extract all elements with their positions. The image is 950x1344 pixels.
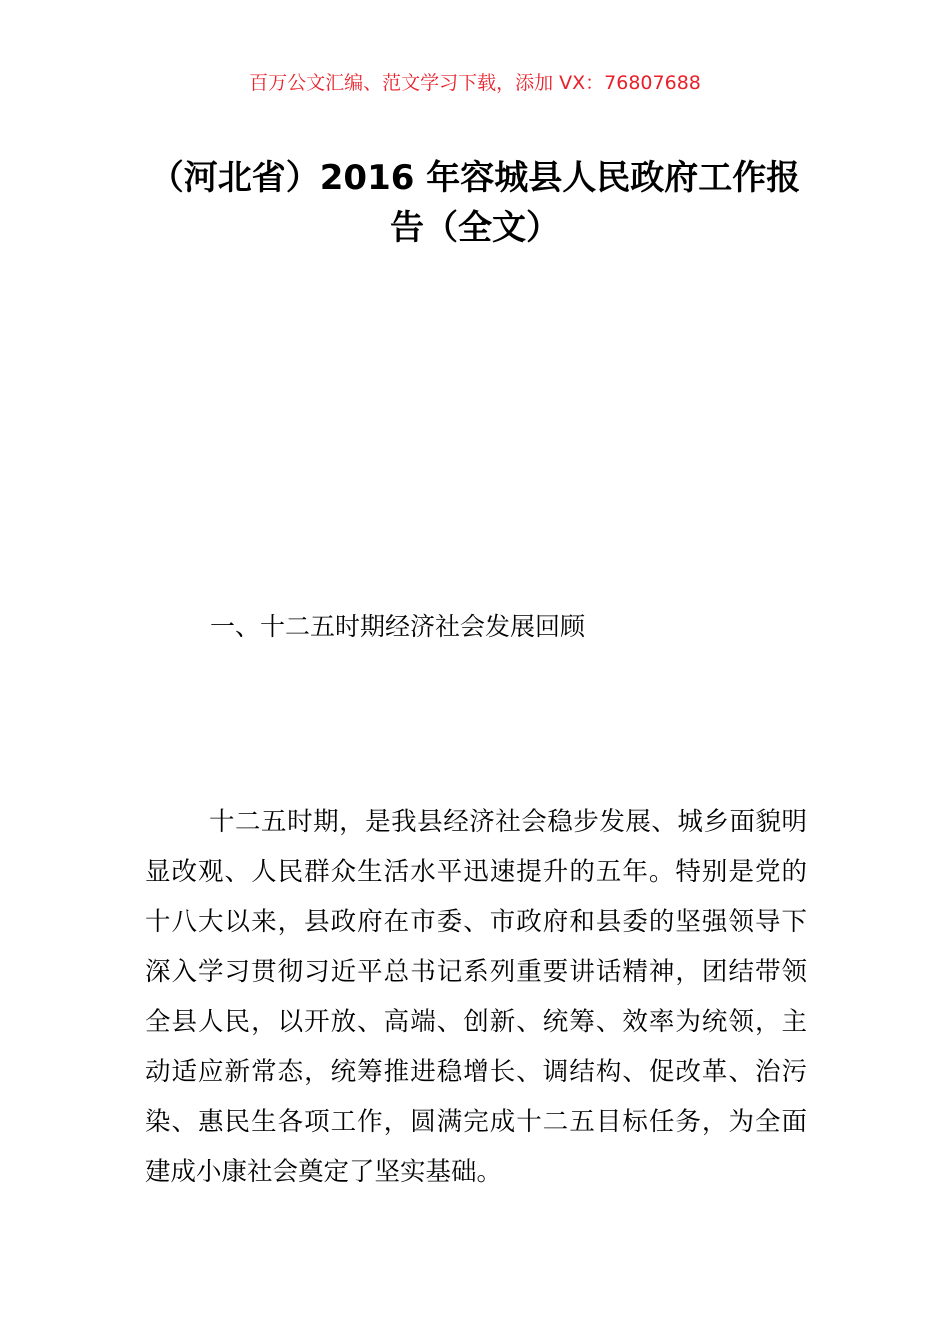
document-title-line-1: （河北省）2016 年容城县人民政府工作报 xyxy=(149,158,801,198)
section-heading: 一、十二五时期经济社会发展回顾 xyxy=(210,612,586,641)
paragraph-line: 建成小康社会奠定了坚实基础。 xyxy=(145,1157,503,1187)
watermark-header: 百万公文汇编、范文学习下载，添加 VX：76807688 xyxy=(249,72,701,94)
paragraph-line: 动适应新常态，统筹推进稳增长、调结构、促改革、治污 xyxy=(145,1057,807,1087)
document-title-line-2: 告（全文） xyxy=(390,208,560,248)
paragraph-line: 全县人民，以开放、高端、创新、统筹、效率为统领，主 xyxy=(145,1007,807,1037)
paragraph-line: 染、惠民生各项工作，圆满完成十二五目标任务，为全面 xyxy=(145,1107,807,1137)
body-paragraph xyxy=(145,806,807,1206)
paragraph-line: 深入学习贯彻习近平总书记系列重要讲话精神，团结带领 xyxy=(145,957,807,987)
paragraph-line: 十八大以来，县政府在市委、市政府和县委的坚强领导下 xyxy=(145,907,807,937)
paragraph-line: 十二五时期，是我县经济社会稳步发展、城乡面貌明 xyxy=(209,807,807,837)
paragraph-line: 显改观、人民群众生活水平迅速提升的五年。特别是党的 xyxy=(145,857,807,887)
